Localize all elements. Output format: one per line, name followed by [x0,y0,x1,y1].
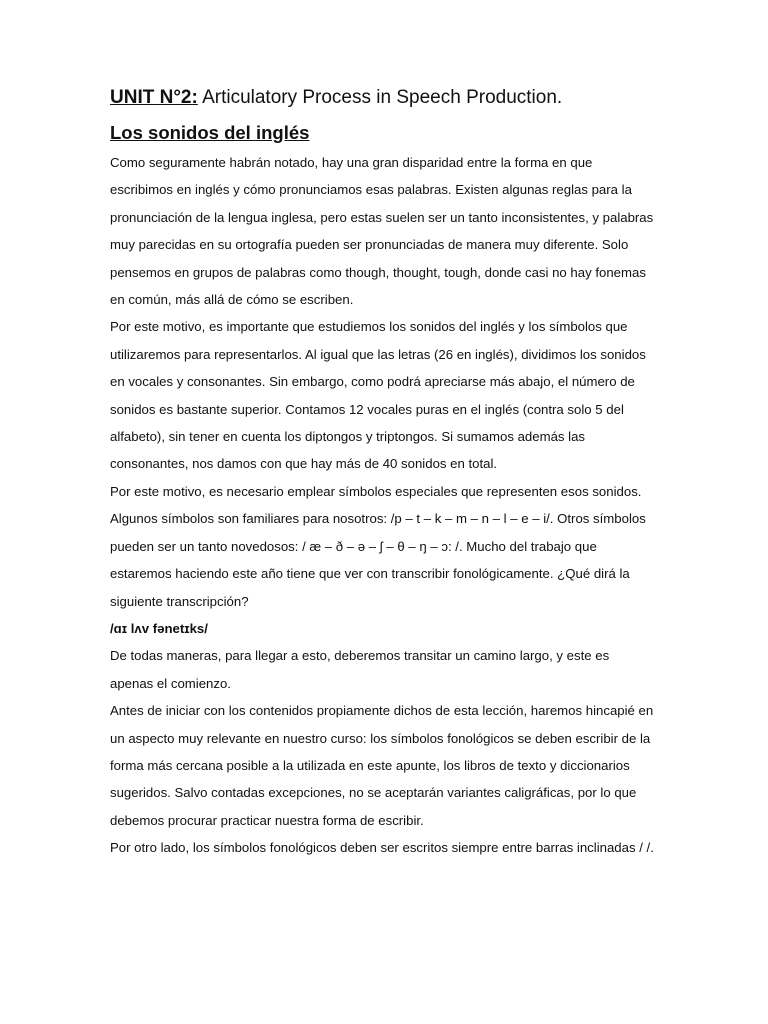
example-transcription: /ɑɪ lʌv fənetɪks/ [110,620,208,636]
paragraph-spelling-disparity: Como seguramente habrán notado, hay una gran disparidad entre la forma en que escribimos en inglés y cómo pronunciamos esas palabras. Existen algunas reglas para la pronunciación de la lengua inglesa, pero estas suelen ser un tanto inconsistentes, y palabras muy parecidas en su ortografía pueden ser pronunciadas de manera muy diferente. Solo pensemos en grupos de palabras como though, thought, tough, donde casi no hay fonemas en común, más allá de cómo se escriben. [110,155,654,308]
paragraph-special-symbols: Por este motivo, es necesario emplear símbolos especiales que representen esos sonidos. Algunos símbolos son familiares para nosotros: /p – t – k – m – n – l – e – i/. Otros símbolos pueden ser un tanto novedosos: / æ – ð – ə – ʃ – θ – ŋ – ɔ: /. Mucho del trabajo que estaremos haciendo este año tiene que ver con transcribir fonológicamente. ¿Qué dirá la siguiente transcripción? [110,483,646,609]
paragraph-sounds-and-symbols: Por este motivo, es importante que estudiemos los sonidos del inglés y los símbolos que utilizaremos para representarlos. Al igual que las letras (26 en inglés), dividimos los sonidos en vocales y consonantes. Sin embargo, como podrá apreciarse más abajo, el número de sonidos es bastante superior. Contamos 12 vocales puras en el inglés (contra solo 5 del alfabeto), sin tener en cuenta los diptongos y triptongos. Si sumamos además las consonantes, nos damos con que hay más de 40 sonidos en total. [110,319,646,472]
paragraph-symbol-writing: Antes de iniciar con los contenidos propiamente dichos de esta lección, haremos hincapié en un aspecto muy relevante en nuestro curso: los símbolos fonológicos se deben escribir de la forma más cercana posible a la utilizada en este apunte, los libros de texto y diccionarios sugeridos. Salvo contadas excepciones, no se aceptarán variantes caligráficas, por lo que debemos procurar practicar nuestra forma de escribir. [110,703,654,828]
section-title: Los sonidos del inglés [110,122,310,143]
document-page [110,84,655,862]
unit-heading [110,84,655,112]
paragraph-long-path: De todas maneras, para llegar a esto, deberemos transitar un camino largo, y este es apenas el comienzo. [110,648,610,691]
paragraph-slashes: Por otro lado, los símbolos fonológicos deben ser escritos siempre entre barras inclinadas / /. [110,840,654,856]
unit-label: UNIT N°2: [110,87,198,108]
unit-title: Articulatory Process in Speech Production. [202,87,563,108]
